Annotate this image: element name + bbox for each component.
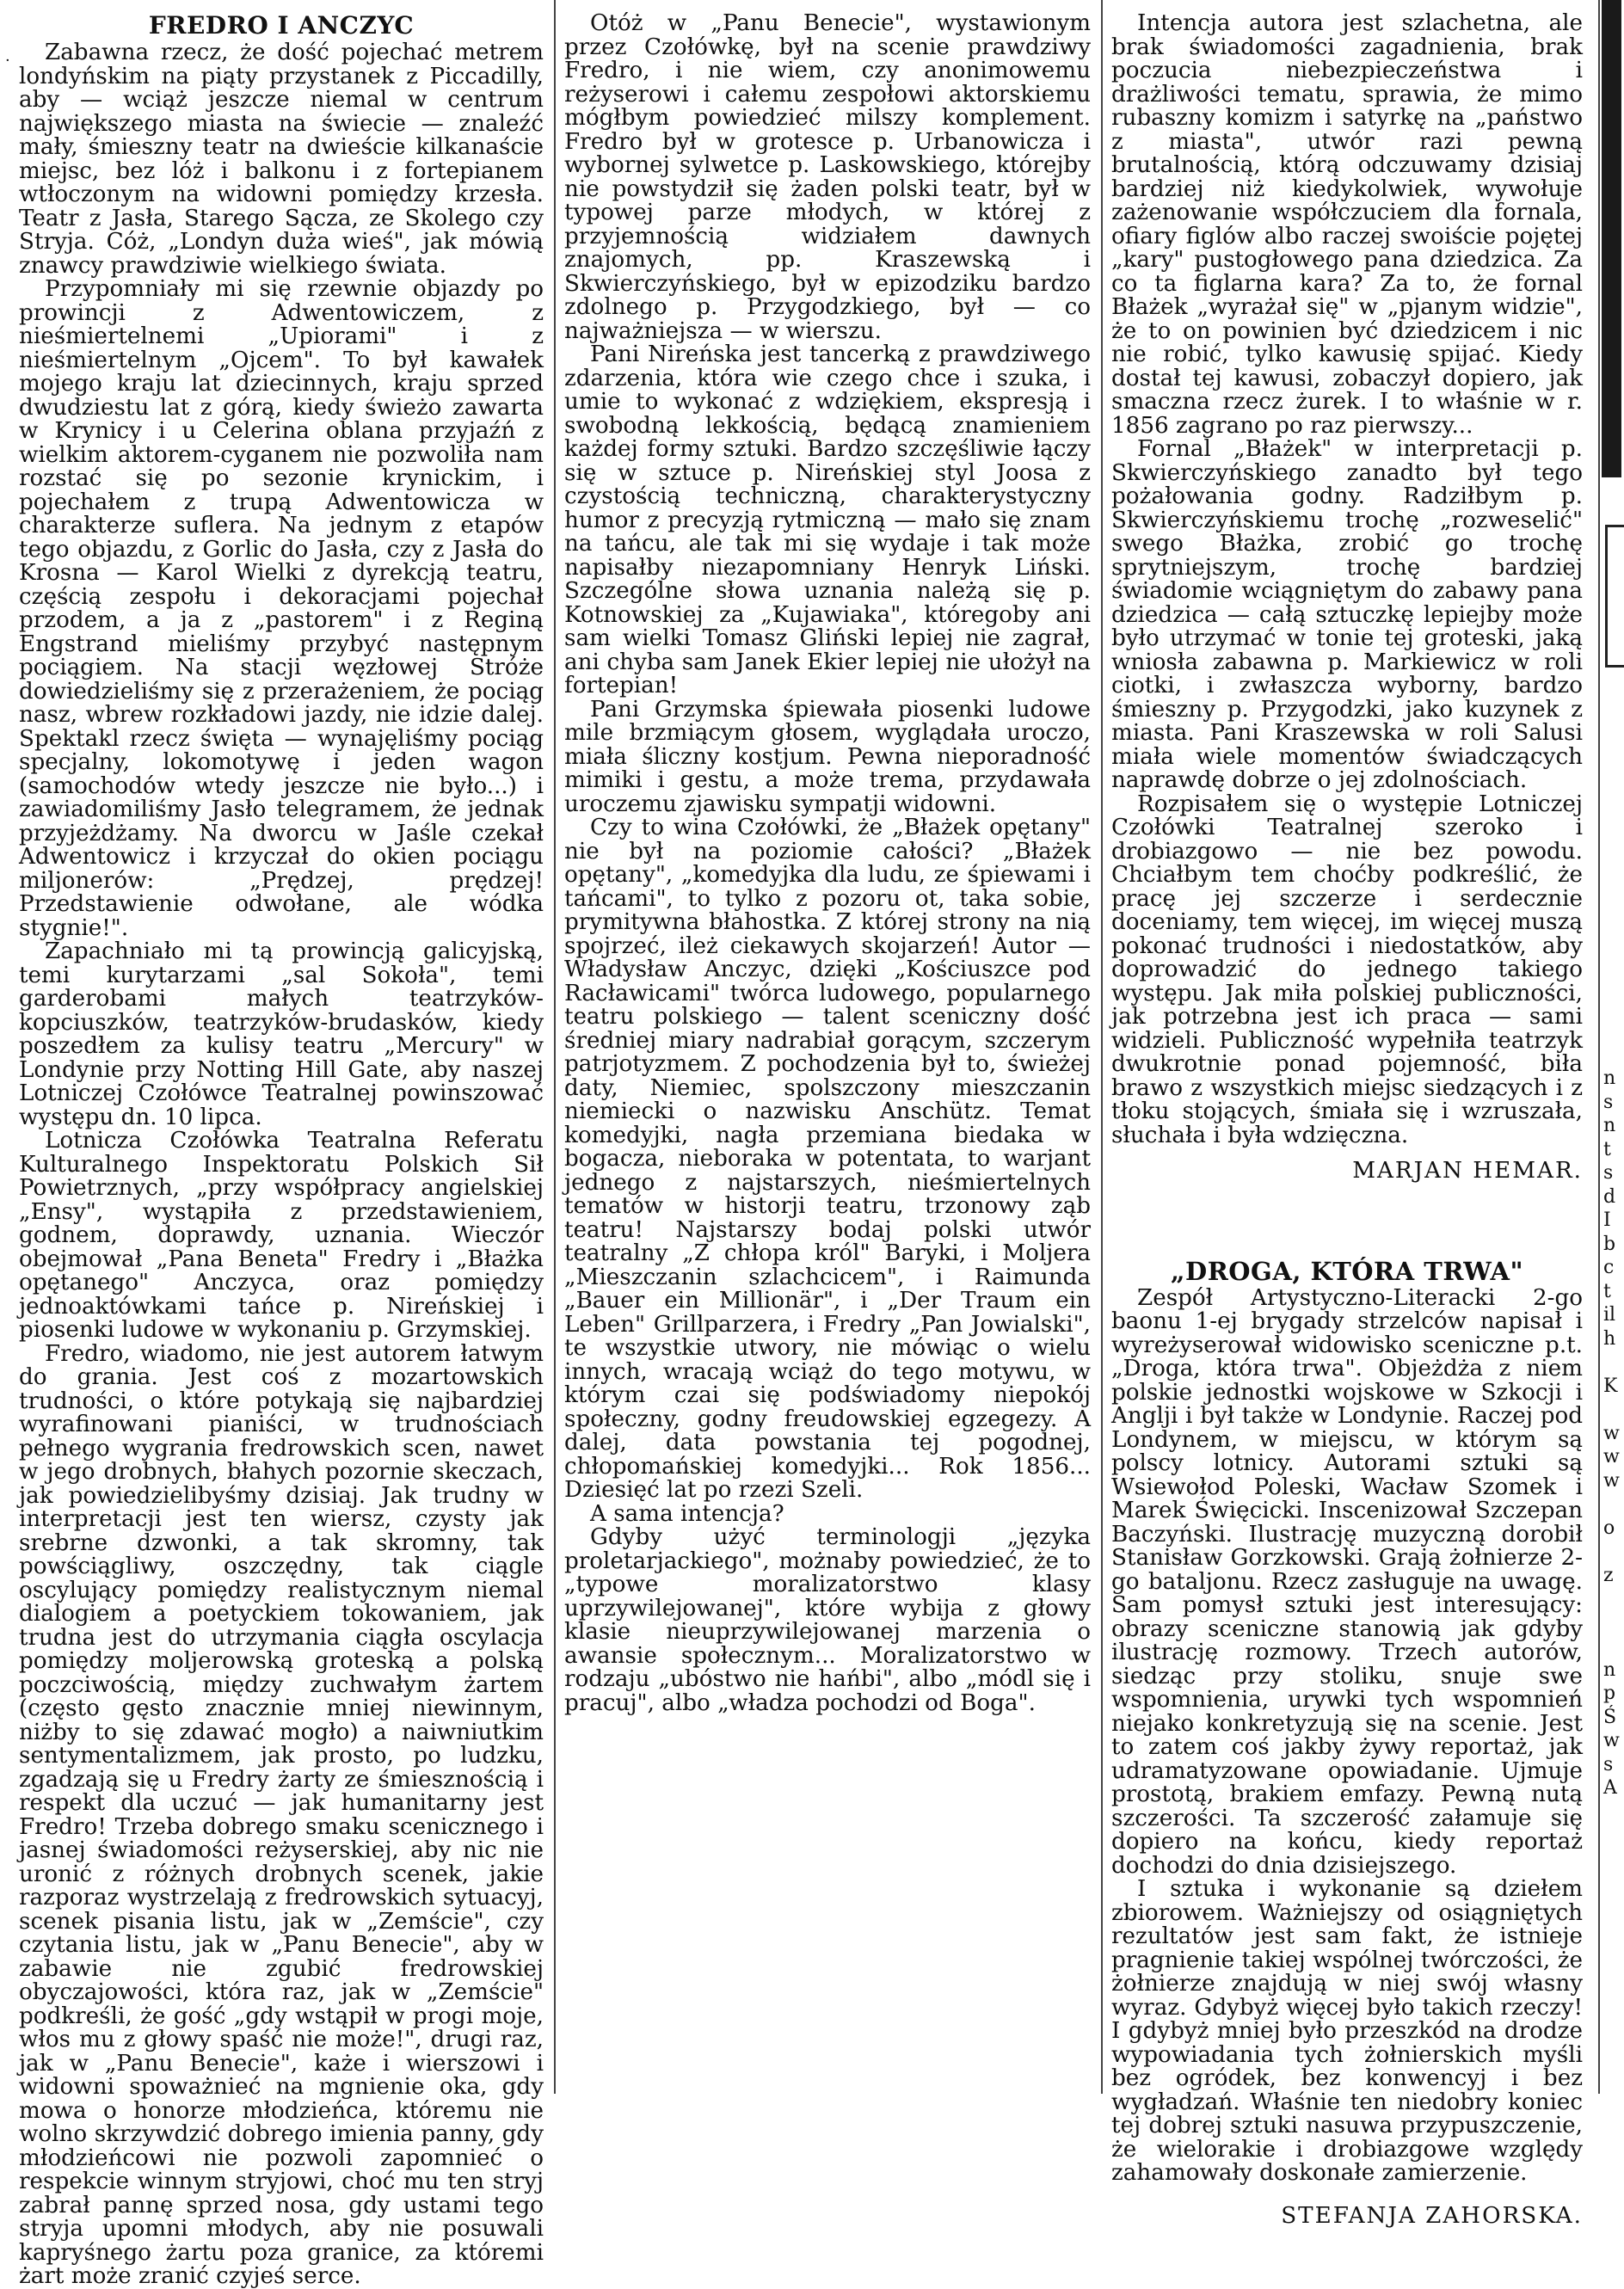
edge-letter bbox=[1603, 1634, 1621, 1658]
edge-letter: s bbox=[1603, 1091, 1614, 1113]
edge-letter: n bbox=[1603, 1658, 1616, 1681]
column-rule bbox=[1101, 0, 1103, 2094]
paragraph: Rozpisałem się o występie Lotniczej Czołówki Teatralnej szeroko i drobiazgowo — nie bez powodu. Chciałbym tem choćby podkreślić, że pracę jej szczerze i serdecznie doceniamy, tem więcej, im więcej muszą pokonać trudności i niedostatków, aby doprowadzić do jednego takiego występu. Jak miła polskiej publiczności, jak potrzebna jest ich praca — sami widzieli. Publiczność wypełniła teatrzyk dwukrotnie ponad pojemność, biła brawo z wszystkich miejsc siedzących i z tłoku stojących, śmiała się i wzruszała, słuchała i była wdzięczna. bbox=[1111, 791, 1583, 1148]
column-3 bbox=[1111, 10, 1583, 2229]
edge-letter: s bbox=[1603, 1162, 1614, 1184]
article-title: „DROGA, KTÓRA TRWA" bbox=[1170, 1256, 1524, 1286]
edge-letter: o bbox=[1603, 1517, 1615, 1539]
edge-letter: w bbox=[1603, 1422, 1620, 1444]
article-title: FREDRO I ANCZYC bbox=[148, 11, 415, 40]
edge-letter bbox=[1603, 1398, 1621, 1422]
paragraph: Otóż w „Panu Benecie", wystawionym przez Czołówkę, był na scenie prawdziwy Fredro, i nie wiem, czy anonimowemu reżyserowi i całemu zespołowi aktorskiemu mógłbym powiedzieć milszy komplement. Fredro był w grotesce p. Urbanowicza i wybornej sylwetce p. Laskowskiego, którejby nie powstydził się żaden polski teatr, był w typowej parze młodych, w której z przyjemnością widziałem dawnych znajomych, pp. Kraszewską i Skwierczyńskiego, był w epizodziku bardzo zdolnego p. Przygodzkiego, był — co najważniejsza — w wierszu. bbox=[564, 10, 1091, 344]
edge-letter: il bbox=[1603, 1304, 1616, 1326]
column-rule bbox=[1598, 0, 1600, 2094]
edge-letter: Ś bbox=[1603, 1706, 1617, 1728]
edge-letter: I bbox=[1603, 1209, 1611, 1231]
edge-letter: b bbox=[1603, 1233, 1616, 1255]
edge-letter: n bbox=[1603, 1068, 1616, 1089]
column-1 bbox=[19, 11, 544, 2289]
edge-letter: t bbox=[1603, 1138, 1611, 1160]
paragraph: Intencja autora jest szlachetna, ale brak świadomości zagadnienia, brak poczucia niebezpieczeństwa i drażliwości tematu, sprawia, że mimo rubaszny komizm i satyrkę na „państwo z miasta", utwór razi pewną brutalnością, którą odczuwamy dzisiaj bardziej niż kiedykolwiek, wywołuje zażenowanie współczuciem dla fornala, ofiary figlów albo raczej swoiście pojętej „kary" pustogłowego pana dziedzica. Za co ta figlarna kara? Za to, że fornal Błażek „wyrażał się" w „pjanym widzie", że to on powinien być dziedzicem i nic nie robić, tylko kawusię spijać. Kiedy dostał tej kawusi, zobaczył dopiero, jak smaczna rzecz żurek. I to właśnie w r. 1856 zagrano po raz pierwszy... bbox=[1111, 10, 1583, 439]
edge-letter bbox=[1603, 1587, 1621, 1611]
paragraph: Pani Nireńska jest tancerką z prawdziwego zdarzenia, która wie czego chce i szuka, i umie to wykonać z wdziękiem, ekspresją i swobodną lekkością, będącą znamieniem każdej formy sztuki. Bardzo szczęśliwie łączy się w sztuce p. Nireńskiej styl Joosa z czystością techniczną, charakterystyczny humor z precyzją rytmiczną — mało się znam na tańcu, ale tak mi się wydaje i tak może napisałby niezapomniany Henryk Liński. Szczególne słowa uznania należą się p. Kotnowskiej za „Kujawiaka", któregoby ani sam wielki Tomasz Gliński lepiej nie zagrał, ani chyba sam Janek Ekier lepiej nie ułożył na fortepian! bbox=[564, 342, 1091, 698]
edge-letter bbox=[1603, 1492, 1621, 1517]
edge-letter: t bbox=[1603, 1280, 1611, 1302]
edge-letter bbox=[1603, 1351, 1621, 1375]
paragraph: Lotnicza Czołówka Teatralna Referatu Kulturalnego Inspektoratu Polskich Sił Powietrznych, „przy współpracy angielskiej „Ensy", wystąpiła z przedstawieniem, godnem, doprawdy, uznania. Wieczór obejmował „Pana Beneta" Fredry i „Błażka opętanego" Anczyca, oraz pomiędzy jednoaktówkami tańce p. Nireńskiej i piosenki ludowe w wykonaniu p. Grzymskiej. bbox=[19, 1128, 544, 1343]
edge-letter: n bbox=[1603, 1115, 1616, 1136]
paragraph: Zespół Artystyczno-Literacki 2-go baonu 1-ej brygady strzelców napisał i wyreżyserował widowisko sceniczne p.t. „Droga, która trwa". Objeżdża z niem polskie jednostki wojskowe w Szkocji i Anglji i był także w Londynie. Raczej pod Londynem, w miejscu, w którym są polscy lotnicy. Autorami sztuki są Wsiewołod Poleski, Wacław Szomek i Marek Święcicki. Inscenizował Szczepan Baczyński. Ilustrację muzyczną dorobił Stanisław Gorzkowski. Grają żołnierze 2-go bataljonu. Rzecz zasługuje na uwagę. Sam pomysł sztuki jest interesujący: obrazy sceniczne stanowią jak gdyby ilustrację rozmowy. Trzech autorów, siedząc przy stoliku, snuje swe wspomnienia, urywki tych wspomnień niejako konkretyzują się na scenie. Jest to zatem coś jakby żywy reportaż, jak udramatyzowane opowiadanie. Ujmuje prostotą, brakiem emfazy. Pewną nutą szczerości. Ta szczerość załamuje się dopiero na końcu, kiedy reportaż dochodzi do dnia dzisiejszego. bbox=[1111, 1284, 1583, 1879]
edge-letter: d bbox=[1603, 1185, 1616, 1208]
adjacent-column-frame bbox=[1605, 525, 1624, 668]
edge-letter: h bbox=[1603, 1327, 1616, 1350]
paragraph: Zapachniało mi tą prowincją galicyjską, temi kurytarzami „sal Sokoła", temi garderobami małych teatrzyków-kopciuszków, teatrzyków-brudasków, kiedy poszedłem za kulisy teatru „Mercury" w Londynie przy Notting Hill Gate, aby naszej Lotniczej Czołówce Teatralnej powinszować występu dn. 10 lipca. bbox=[19, 938, 544, 1130]
edge-letter: w bbox=[1603, 1446, 1620, 1468]
adjacent-column-block bbox=[1602, 0, 1621, 477]
adjacent-column-fragment bbox=[1603, 1067, 1621, 1800]
author-signature: MARJAN HEMAR. bbox=[1352, 1158, 1583, 1184]
edge-letter: p bbox=[1603, 1683, 1616, 1704]
edge-letter: w bbox=[1603, 1469, 1620, 1492]
column-rule bbox=[554, 0, 556, 2094]
paragraph: Przypomniały mi się rzewnie objazdy po prowincji z Adwentowiczem, z nieśmiertelnemi „Upiorami" i z nieśmiertelnym „Ojcem". To był kawałek mojego kraju lat dziecinnych, kraju sprzed dwudziestu lat z górą, kiedy świeżo zawarta w Krynicy i u Celerina oblana przyjaźń z wielkim aktorem-cyganem nie pozwoliła nam rozstać się po sezonie krynickim, i pojechałem z trupą Adwentowicza w charakterze suflera. Na jednym z etapów tego objazdu, z Gorlic do Jasła, czy z Jasła do Krosna — Karol Wielki z dyrekcją teatru, częścią zespołu i dekoracjami pojechał przodem, a ja z „pastorem" i z Reginą Engstrand mieliśmy przybyć następnym pociągiem. Na stacji węzłowej Stróże dowiedzieliśmy się z przerażeniem, że pociąg nasz, wbrew rozkładowi jazdy, nie idzie dalej. Spektakl rzecz święta — wynajęliśmy pociąg specjalny, lokomotywę i jeden wagon (samochodów wtedy jeszcze nie było...) i zawiadomiliśmy Jasło telegramem, że jednak przyjeżdżamy. Na dworcu w Jaśle czekał Adwentowicz i krzyczał do okien pociągu miljonerów: „Prędzej, prędzej! Przedstawienie odwołane, ale wódka stygnie!". bbox=[19, 276, 544, 941]
paragraph: Fredro, wiadomo, nie jest autorem łatwym do grania. Jest coś z mozartowskich trudności, o które potykają się najbardziej wyrafinowani pianiści, w trudnościach pełnego wygrania fredrowskich scen, nawet w jego drobnych, błahych pozornie skeczach, jak powiedzielibyśmy dzisiaj. Jak trudny w interpretacji jest ten wiersz, czysty jak srebrne dzwonki, a tak skromny, tak powściągliwy, oszczędny, tak ciągle oscylujący pomiędzy realistycznym niemal dialogiem a poetyckiem tokowaniem, jak trudna jest do utrzymania ciągła oscylacja pomiędzy moljerowską groteską a polską poczciwością, między zuchwałym żartem (często gęsto znacznie mniej niewinnym, niżby to się zdawać mogło) a naiwniutkim sentymentalizmem, jak prosto, po ludzku, zgadzają się u Fredry żarty ze śmiesznością i respekt dla uczuć — jak humanitarny jest Fredro! Trzeba dobrego smaku scenicznego i jasnej świadomości reżyserskiej, aby nic nie uronić z różnych drobnych scenek, jakie razporaz wystrzelają z fredrowskich sytuacyj, scenek pisania listu, jak w „Zemście", czy czytania listu, jak w „Panu Benecie", aby w zabawie nie zgubić fredrowskiej obyczajowości, która raz, jak w „Zemście" podkreśli, że gość „gdy wstąpił w progi moje, włos mu z głowy spaść nie może!", drugi raz, jak w „Panu Benecie", każe i wierszowi i widowni spoważnieć na mgnienie oka, gdy mowa o honorze młodzieńca, któremu nie wolno skrzywdzić dobrego imienia panny, gdy młodzieńcowi nie pozwoli zapomnieć o respekcie winnym stryjowi, choć mu ten stryj zabrał pannę sprzed nosa, gdy ustami tego stryja upomni młodych, aby nie posuwali kapryśnego żartu poza granice, za któremi żart może zranić czyjeś serce. bbox=[19, 1340, 544, 2289]
paragraph: Pani Grzymska śpiewała piosenki ludowe mile brzmiącym głosem, wyglądała uroczo, miała śliczny kostjum. Pewna nieporadność mimiki i gestu, a może trema, przydawała uroczemu zjawisku sympatji widowni. bbox=[564, 696, 1091, 817]
edge-letter: w bbox=[1603, 1730, 1620, 1751]
paragraph: Fornal „Błażek" w interpretacji p. Skwierczyńskiego zanadto był tego pożałowania godny. Radziłbym p. Skwierczyńskiemu trochę „rozweselić" swego Błażka, zrobić go trochę sprytniejszym, trochę bardziej świadomie wciągniętym do zabawy pana dziedzica — całą sztuczkę lepiejby może było utrzymać w tonie tej groteski, jaką wniosła zabawna p. Markiewicz w roli ciotki, i zwłaszcza wyborny, bardzo śmieszny p. Przygodzki, jako kuzynek z miasta. Pani Kraszewska w roli Salusi miała wiele momentów świadczących naprawdę dobrze o jej zdolnościach. bbox=[1111, 436, 1583, 793]
edge-letter bbox=[1603, 1611, 1621, 1635]
margin-dot: · bbox=[5, 52, 10, 70]
paragraph: Zabawna rzecz, że dość pojechać metrem londyńskim na piąty przystanek z Piccadilly, aby — wciąż jeszcze niemal w centrum największego miasta na świecie — znaleźć mały, śmieszny teatr na dwieście kilkanaście miejsc, bez lóż i balkonu i z fortepianem wtłoczonym na widowni pomiędzy krzesła. Teatr z Jasła, Starego Sącza, ze Skolego czy Stryja. Cóż, „Londyn duża wieś", jak mówią znawcy prawdziwie wielkiego świata. bbox=[19, 40, 544, 279]
author-signature: STEFANJA ZAHORSKA. bbox=[1281, 2202, 1583, 2229]
edge-letter: A bbox=[1603, 1777, 1617, 1799]
paragraph: I sztuka i wykonanie są dziełem zbiorowem. Ważniejszy od osiągniętych rezultatów jest sam fakt, że istnieje pragnienie takiej wspólnej twórczości, że żołnierze znajdują w niej swój własny wyraz. Gdybyż więcej było takich rzeczy! I gdybyż mniej było przeszkód na drodze wypowiadania tych żołnierskich myśli bez ogródek, bez konwencyj i bez wygładzań. Właśnie ten niedobry koniec tej dobrej sztuki nasuwa przypuszczenie, że wielorakie i drobiazgowe względy zahamowały doskonałe zamierzenie. bbox=[1111, 1876, 1583, 2186]
edge-letter: s bbox=[1603, 1753, 1614, 1775]
paragraph: Czy to wina Czołówki, że „Błażek opętany" nie był na poziomie całości? „Błażek opętany", „komedyjka dla ludu, ze śpiewami i tańcami", to tylko z pozoru ot, taka sobie, prymitywna błahostka. Z której strony na nią spojrzeć, ileż ciekawych skojarzeń! Autor — Władysław Anczyc, dzięki „Kościuszce pod Racławicami" twórca ludowego, popularnego teatru polskiego — talent sceniczny dość średniej miary nadrabiał gorącym, szczerym patrjotyzmem. Z pochodzenia był to, świeżej daty, Niemiec, spolszczony mieszczanin niemiecki o nazwisku Anschütz. Temat komedyjki, nagła przemiana biedaka w bogacza, nieboraka w potentata, to warjant jednego z najstarszych, nieśmiertelnych tematów w historji teatru, trzonowy ząb teatru! Najstarszy bodaj polski utwór teatralny „Z chłopa król" Baryki, i Moljera „Mieszczanin szlachcicem", i Raimunda „Bauer ein Millionär", i „Der Traum ein Leben" Grillparzera, i Fredry „Pan Jowialski", te wszystkie utwory, nie mówiąc o wielu innych, wracają wciąż do tego motywu, w którym czai się podświadomy niepokój społeczny, godny freudowskiej egzegezy. A dalej, data powstania tej pogodnej, chłopomańskiej komedyjki... Rok 1856... Dziesięć lat po rzezi Szeli. bbox=[564, 815, 1091, 1503]
column-2 bbox=[564, 12, 1091, 2085]
paragraph: Gdyby użyć terminologji „języka proletarjackiego", możnaby powiedzieć, że to „typowe moralizatorstwo klasy uprzywilejowanej", które wybija z głowy klasie nieuprzywilejowanej marzenia o awansie społecznym... Moralizatorstwo w rodzaju „ubóstwo nie hańbi", albo „módl się i pracuj", albo „władza pochodzi od Boga". bbox=[564, 1524, 1091, 1716]
edge-letter: z bbox=[1603, 1564, 1614, 1586]
edge-letter: c bbox=[1603, 1257, 1615, 1278]
edge-letter: K bbox=[1603, 1375, 1618, 1397]
paragraph: A sama intencja? bbox=[590, 1500, 784, 1527]
edge-letter bbox=[1603, 1540, 1621, 1564]
